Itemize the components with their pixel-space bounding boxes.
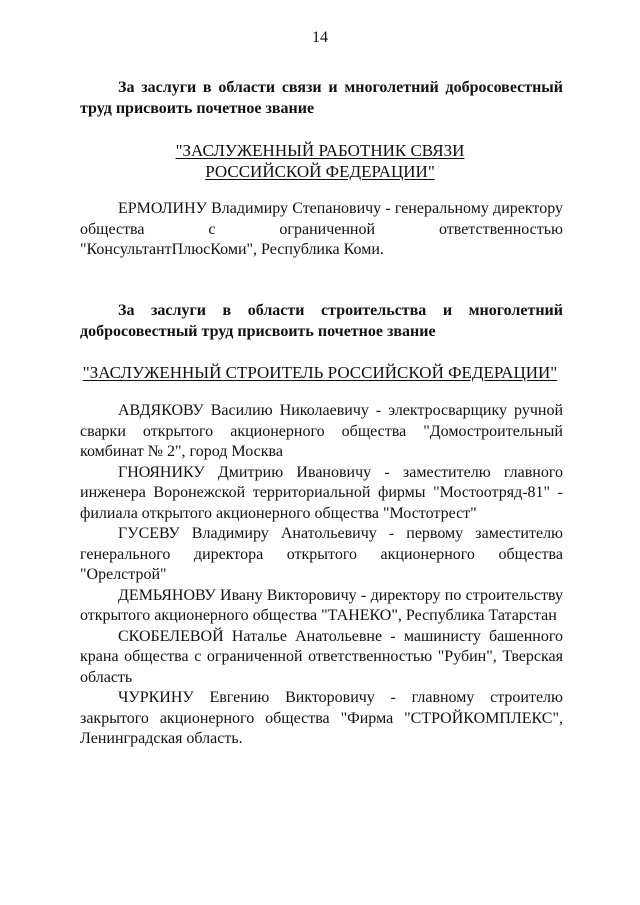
page-number: 14: [312, 29, 328, 46]
section2-title-text: "ЗАСЛУЖЕННЫЙ СТРОИТЕЛЬ РОССИЙСКОЙ ФЕДЕРАЦИИ": [82, 363, 558, 382]
section2-title: [0, 362, 640, 383]
section1-title-line1: "ЗАСЛУЖЕННЫЙ РАБОТНИК СВЯЗИ: [175, 141, 465, 160]
section2-entry-4: СКОБЕЛЕВОЙ Наталье Анатольевне - машинисту башенного крана общества с ограниченной ответственностью "Рубин", Тверская область: [80, 627, 563, 686]
section1-entry-0: ЕРМОЛИНУ Владимиру Степановичу - генеральному директору общества с ограниченной ответственностью "КонсультантПлюсКоми", Республика Коми.: [80, 200, 563, 258]
section2-entry-5: ЧУРКИНУ Евгению Викторовичу - главному строителю закрытого акционерного общества "Фирма "СТРОЙКОМПЛЕКС", Ленинградская область.: [80, 689, 563, 747]
section2-entries: [80, 401, 563, 750]
section2-entry-0: АВДЯКОВУ Василию Николаевичу - электросварщику ручной сварки открытого акционерного общества "Домостроительный комбинат № 2", город Москва: [80, 402, 563, 460]
section1-title-line2: РОССИЙСКОЙ ФЕДЕРАЦИИ": [205, 162, 435, 181]
section2-entry-3: ДЕМЬЯНОВУ Ивану Викторовичу - директору по строительству открытого акционерного общества "ТАНЕКО", Республика Татарстан: [80, 586, 563, 624]
section2-entry-2: ГУСЕВУ Владимиру Анатольевичу - первому заместителю генерального директора открытого акционерного общества "Орелстрой": [80, 525, 563, 583]
section1-heading: За заслуги в области связи и многолетний добросовестный труд присвоить почетное звание: [80, 79, 563, 117]
section1-title: [0, 140, 640, 182]
section2-entry-1: ГНОЯНИКУ Дмитрию Ивановичу - заместителю главного инженера Воронежской территориальной фирмы "Мостоотряд-81" - филиала открытого акционерного общества "Мостотрест": [80, 463, 563, 522]
section2-heading: За заслуги в области строительства и многолетний добросовестный труд присвоить почетное звание: [80, 302, 563, 340]
section1-entries: [80, 199, 563, 261]
